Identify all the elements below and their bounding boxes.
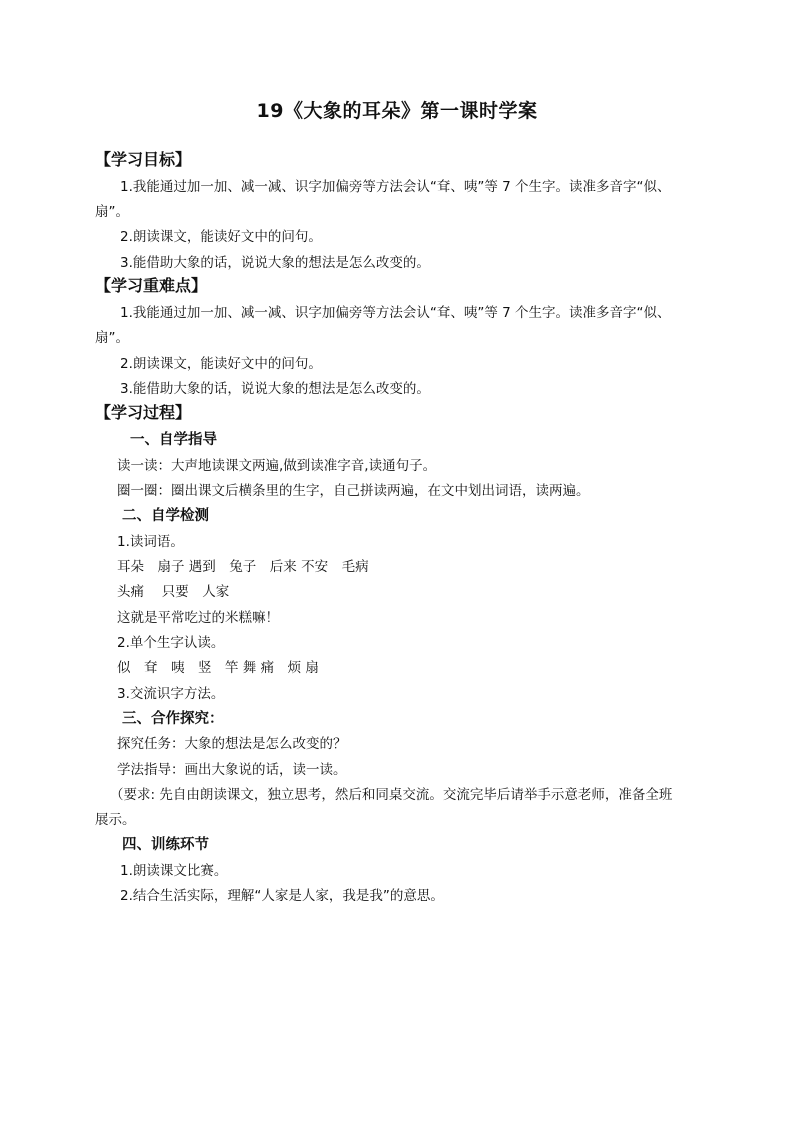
process-part2-chars: 似 耷 咦 竖 竿 舞 痛 烦 扇 bbox=[117, 660, 319, 676]
process-part1-circle: 圈一圈：圈出课文后横条里的生字，自己拼读两遍，在文中划出词语，读两遍。 bbox=[117, 483, 590, 499]
key-points-item2: 2.朗读课文，能读好文中的问句。 bbox=[120, 356, 322, 372]
key-points-item3: 3.能借助大象的话，说说大象的想法是怎么改变的。 bbox=[120, 381, 430, 397]
process-part4-item2: 2.结合生活实际，理解“人家是人家，我是我”的意思。 bbox=[120, 888, 444, 904]
process-part2-sentence: 这就是平常吃过的米糕嘛！ bbox=[117, 610, 279, 626]
process-part4-item1: 1.朗读课文比赛。 bbox=[120, 863, 228, 879]
process-part3-heading: 三、合作探究： bbox=[122, 711, 224, 727]
process-part4-heading: 四、训练环节 bbox=[122, 837, 209, 853]
process-part2-words-row2: 头痛 只要 人家 bbox=[117, 584, 230, 600]
goals-item1-line1: 1.我能通过加一加、减一减、识字加偏旁等方法会认“耷、咦”等 7 个生字。读准多音字“似、 bbox=[120, 179, 671, 195]
process-part1-read: 读一读：大声地读课文两遍,做到读准字音,读通句子。 bbox=[117, 458, 437, 474]
process-part2-q2: 2.单个生字认读。 bbox=[117, 635, 225, 651]
process-part2-heading: 二、自学检测 bbox=[122, 508, 209, 524]
key-points-item1-line1: 1.我能通过加一加、减一减、识字加偏旁等方法会认“耷、咦”等 7 个生字。读准多音字“似、 bbox=[120, 305, 671, 321]
process-part3-task: 探究任务：大象的想法是怎么改变的？ bbox=[117, 736, 347, 752]
key-points-item1-line2: 扇”。 bbox=[95, 330, 129, 346]
process-part3-requirement-line1: （要求: 先自由朗读课文，独立思考，然后和同桌交流。交流完毕后请举手示意老师，准备全班 bbox=[110, 787, 673, 803]
process-part2-words-row1: 耳朵 扇子 遇到 兔子 后来 不安 毛病 bbox=[117, 559, 369, 575]
goals-item1-line2: 扇”。 bbox=[95, 204, 129, 220]
section-heading-process: 【学习过程】 bbox=[95, 403, 192, 422]
process-part3-method: 学法指导：画出大象说的话，读一读。 bbox=[117, 762, 347, 778]
process-part2-q1: 1.读词语。 bbox=[117, 534, 184, 550]
section-heading-goals: 【学习目标】 bbox=[95, 150, 192, 169]
section-heading-key-points: 【学习重难点】 bbox=[95, 276, 208, 295]
process-part1-heading: 一、自学指导 bbox=[130, 432, 217, 448]
process-part2-q3: 3.交流识字方法。 bbox=[117, 686, 225, 702]
goals-item3: 3.能借助大象的话，说说大象的想法是怎么改变的。 bbox=[120, 255, 430, 271]
goals-item2: 2.朗读课文，能读好文中的问句。 bbox=[120, 229, 322, 245]
document-title: 19《大象的耳朵》第一课时学案 bbox=[256, 100, 538, 122]
process-part3-requirement-line2: 展示。 bbox=[95, 812, 136, 828]
